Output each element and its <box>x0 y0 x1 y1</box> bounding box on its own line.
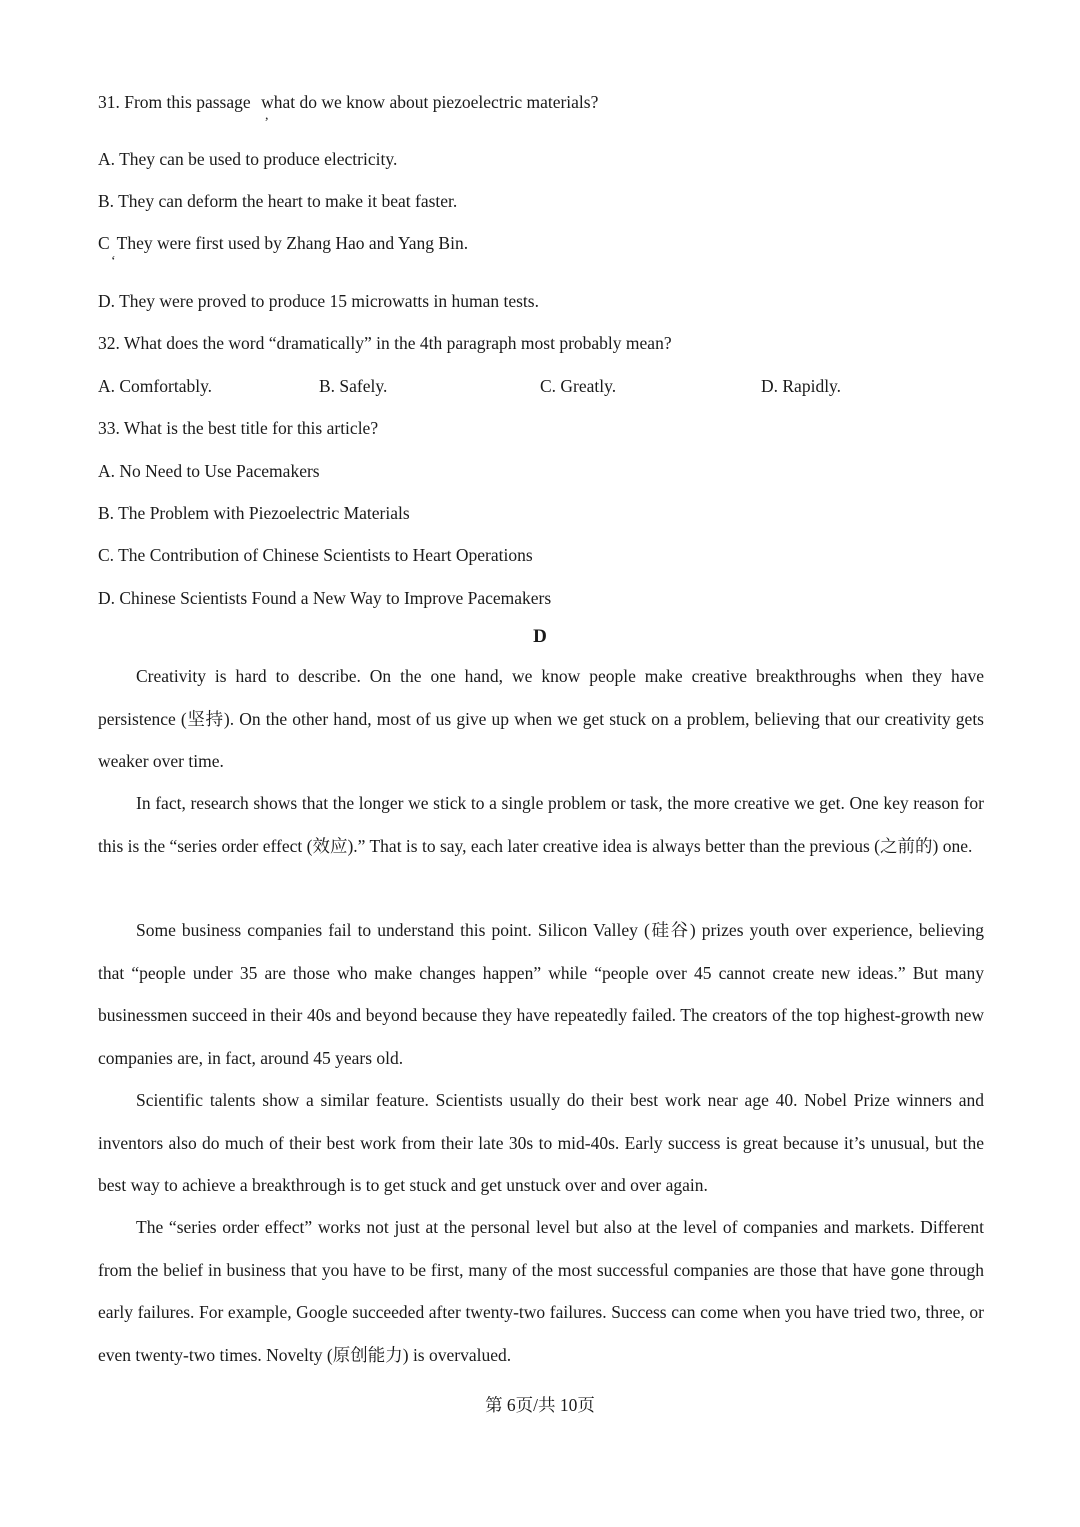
stray-dot-mark: ʻ <box>111 254 116 269</box>
passage-paragraph-5: The “series order effect” works not just at the personal level but also at the level of companies and markets. Different from the belief in business that you have to be first, many of the most successful companies are those that have gone through early failures. For example, Google succeeded after twenty-two failures. Success can come when you have tried two, three, or even twenty-two times. Novelty (原创能力) is overvalued. <box>98 1217 984 1365</box>
question-32-option-a: A. Comfortably. <box>98 376 213 396</box>
question-32-option-c: C. Greatly. <box>540 376 617 396</box>
question-32-stem: 32. What does the word “dramatically” in the 4th paragraph most probably mean? <box>98 333 672 353</box>
page-number-footer: 第 6页/共 10页 <box>485 1395 595 1415</box>
passage-paragraph-4: Scientific talents show a similar feature. Scientists usually do their best work near age 40. Nobel Prize winners and inventors also do much of their best work from their late 30s to mid-40s. Early success is great because it’s unusual, but the best way to achieve a breakthrough is to get stuck and get unstuck over and over again. <box>98 1090 984 1195</box>
question-31-option-a: A. They can be used to produce electricity. <box>98 149 398 169</box>
question-32-option-d: D. Rapidly. <box>761 376 842 396</box>
passage-paragraph-3: Some business companies fail to understand this point. Silicon Valley (硅谷) prizes youth over experience, believing that “people under 35 are those who make changes happen” while “people over 45 cannot create new ideas.” But many businessmen succeed in their 40s and beyond because they have repeatedly failed. The creators of the top highest-growth new companies are, in fact, around 45 years old. <box>98 920 984 1068</box>
passage-paragraph-1: Creativity is hard to describe. On the one hand, we know people make creative breakthroughs when they have persistence (坚持). On the other hand, most of us give up when we get stuck on a problem, believing that our creativity gets weaker over time. <box>98 666 984 771</box>
question-33-option-a: A. No Need to Use Pacemakers <box>98 461 320 481</box>
stray-comma-mark: , <box>265 108 269 123</box>
question-32-option-b: B. Safely. <box>319 376 388 396</box>
question-31-stem: 31. From this passage what do we know about piezoelectric materials? <box>98 92 599 112</box>
question-31-option-b: B. They can deform the heart to make it beat faster. <box>98 191 458 211</box>
section-heading: D <box>533 626 547 647</box>
question-33-option-d: D. Chinese Scientists Found a New Way to Improve Pacemakers <box>98 588 552 608</box>
question-31-option-c: C They were first used by Zhang Hao and Yang Bin. <box>98 233 469 253</box>
passage-paragraph-2: In fact, research shows that the longer we stick to a single problem or task, the more creative we get. One key reason for this is the “series order effect (效应).” That is to say, each later creative idea is always better than the previous (之前的) one. <box>98 793 984 856</box>
question-33-option-c: C. The Contribution of Chinese Scientists to Heart Operations <box>98 545 533 565</box>
question-33-option-b: B. The Problem with Piezoelectric Materials <box>98 503 410 523</box>
question-32-options <box>98 376 998 400</box>
question-31-option-d: D. They were proved to produce 15 microwatts in human tests. <box>98 291 539 311</box>
question-33-stem: 33. What is the best title for this article? <box>98 418 379 438</box>
